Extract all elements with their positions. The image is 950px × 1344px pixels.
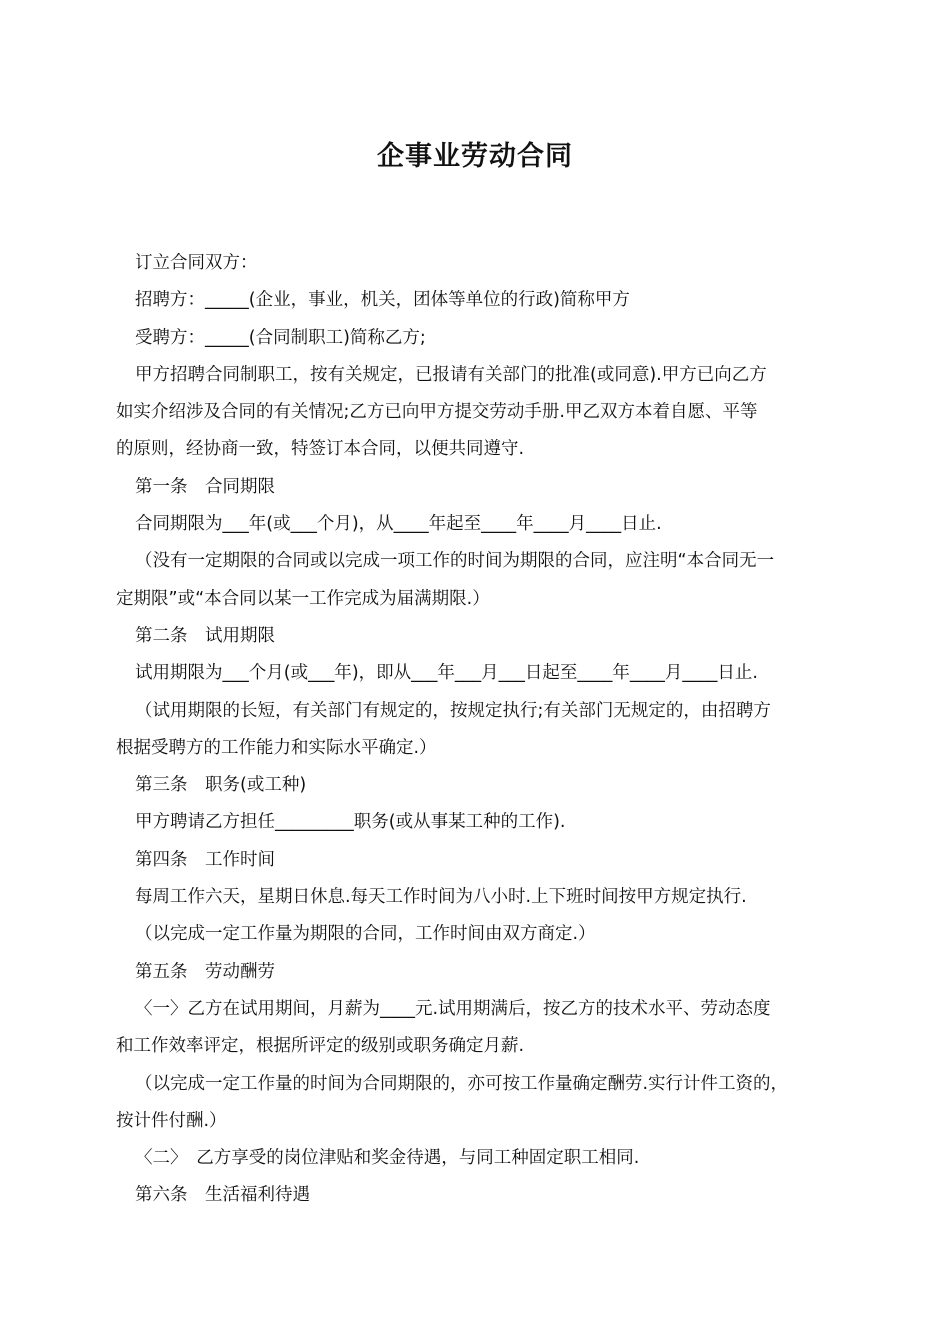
document-line: 甲方聘请乙方担任_________职务(或从事某工种的工作). [135,812,566,833]
document-line: 定期限”或“本合同以某一工作完成为届满期限.） [116,588,490,609]
document-line: 甲方招聘合同制职工，按有关规定，已报请有关部门的批准(或同意).甲方已向乙方 [135,364,767,385]
document-line: （没有一定期限的合同或以完成一项工作的时间为期限的合同，应注明“本合同无一 [135,551,775,572]
document-line: 第六条 生活福利待遇 [135,1185,310,1206]
document-line: （以完成一定工作量为期限的合同，工作时间由双方商定.） [135,924,596,945]
document-line: 的原则，经协商一致，特签订本合同，以便共同遵守. [116,439,525,460]
document-line: 第四条 工作时间 [135,849,275,870]
document-line: 试用期限为___个月(或___年)，即从___年___月___日起至____年____月____日止. [135,663,758,684]
document-line: 第一条 合同期限 [135,476,275,497]
document-line: 如实介绍涉及合同的有关情况;乙方已向甲方提交劳动手册.甲乙双方本着自愿、平等 [116,402,758,423]
document-line: 第三条 职务(或工种) [135,775,307,796]
document-line: （以完成一定工作量的时间为合同期限的，亦可按工作量确定酬劳.实行计件工资的， [135,1073,789,1094]
document-line: 〈一〉乙方在试用期间，月薪为____元.试用期满后，按乙方的技术水平、劳动态度 [135,998,771,1019]
document-line: 〈二〉 乙方享受的岗位津贴和奖金待遇，与同工种固定职工相同. [135,1148,640,1169]
document-line: 和工作效率评定，根据所评定的级别或职务确定月薪. [116,1036,525,1057]
document-line: 招聘方：_____(企业，事业，机关，团体等单位的行政)简称甲方 [135,290,630,311]
document-title: 企事业劳动合同 [377,141,573,172]
document-line: 按计件付酬.） [116,1110,227,1131]
document-body [116,245,851,1215]
document-line: 第五条 劳动酬劳 [135,961,275,982]
document-line: 合同期限为___年(或___个月)，从____年起至____年____月____日止. [135,514,662,535]
document-line: 第二条 试用期限 [135,625,275,646]
document-line: 受聘方：_____(合同制职工)简称乙方; [135,327,426,348]
document-line: 根据受聘方的工作能力和实际水平确定.） [116,737,437,758]
document-line: 每周工作六天，星期日休息.每天工作时间为八小时.上下班时间按甲方规定执行. [135,887,747,908]
document-line: （试用期限的长短，有关部门有规定的，按规定执行;有关部门无规定的，由招聘方 [135,700,771,721]
document-line: 订立合同双方： [135,253,258,273]
